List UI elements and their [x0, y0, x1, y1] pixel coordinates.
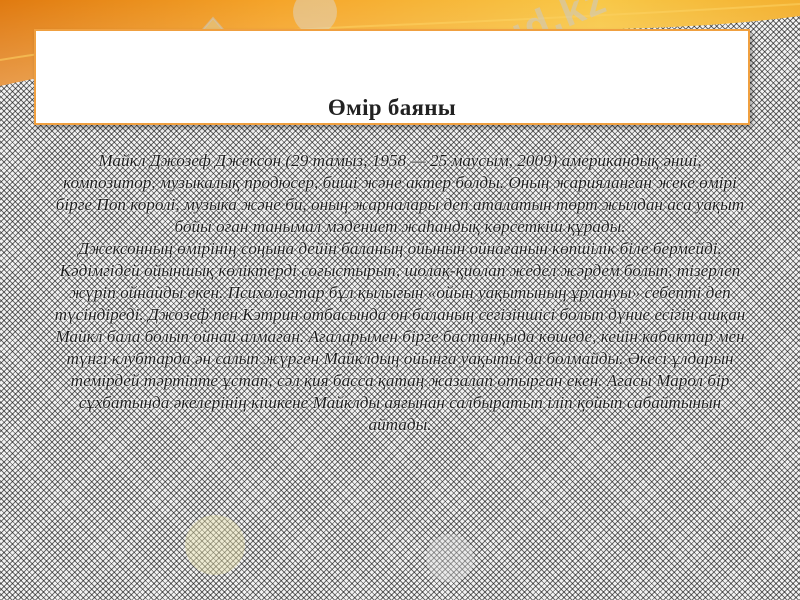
slide-title: Өмір баяны [327, 95, 457, 120]
watermark-circle-icon [180, 505, 250, 585]
body-text [54, 150, 746, 436]
title-box [34, 29, 750, 125]
paragraph-childhood: Джексонның өмірінің соңына дейін баланың ойынын ойнағанын көпшілік біле бермейді. Кәдімгідей ойыншық көліктерді соғыстырып, шолақ-қиолап жедел жәрдем болып, тізерлеп жүріп ойнайды екен. Психологтар бұл қылығын «ойын уақытының ұрлануы» себепті деп түсіндіреді. Джозеф пен Кэтрин отбасында он баланың сегізіншісі болып дүние есігін ашқан Майкл бала болып ойнай алмаған. Ағаларымен бірге бастанқыда көшеде, кейін кабактар мен түнгі клубтарда ән салып жүрген Майклдың ойынға уақыты да болмайды. Әкесі ұлдарын темірдей тәртіпте ұстап, сәл қия басса қатаң жазалап отырған екен. Ағасы Марол бір сұхбатында әкелерінің кішкене Майклды аяғынан салбыратып іліп қойып сабайтынын айтады. [54, 239, 746, 434]
watermark-circle-icon [420, 528, 480, 588]
paragraph-biography: Майкл Джозеф Джексон (29 тамыз, 1958 — 25 маусым, 2009) американдық әнші, композитор, музыкалық продюсер, биші және актер болды. Оның жарияланған жеке өмірі бірге Поп королі, музыка және би, оның жарналары деп аталатын төрт жылдан аса уақыт бойы оған танымал мәдениет жаһандық көрсеткіш құрады. [55, 151, 745, 236]
